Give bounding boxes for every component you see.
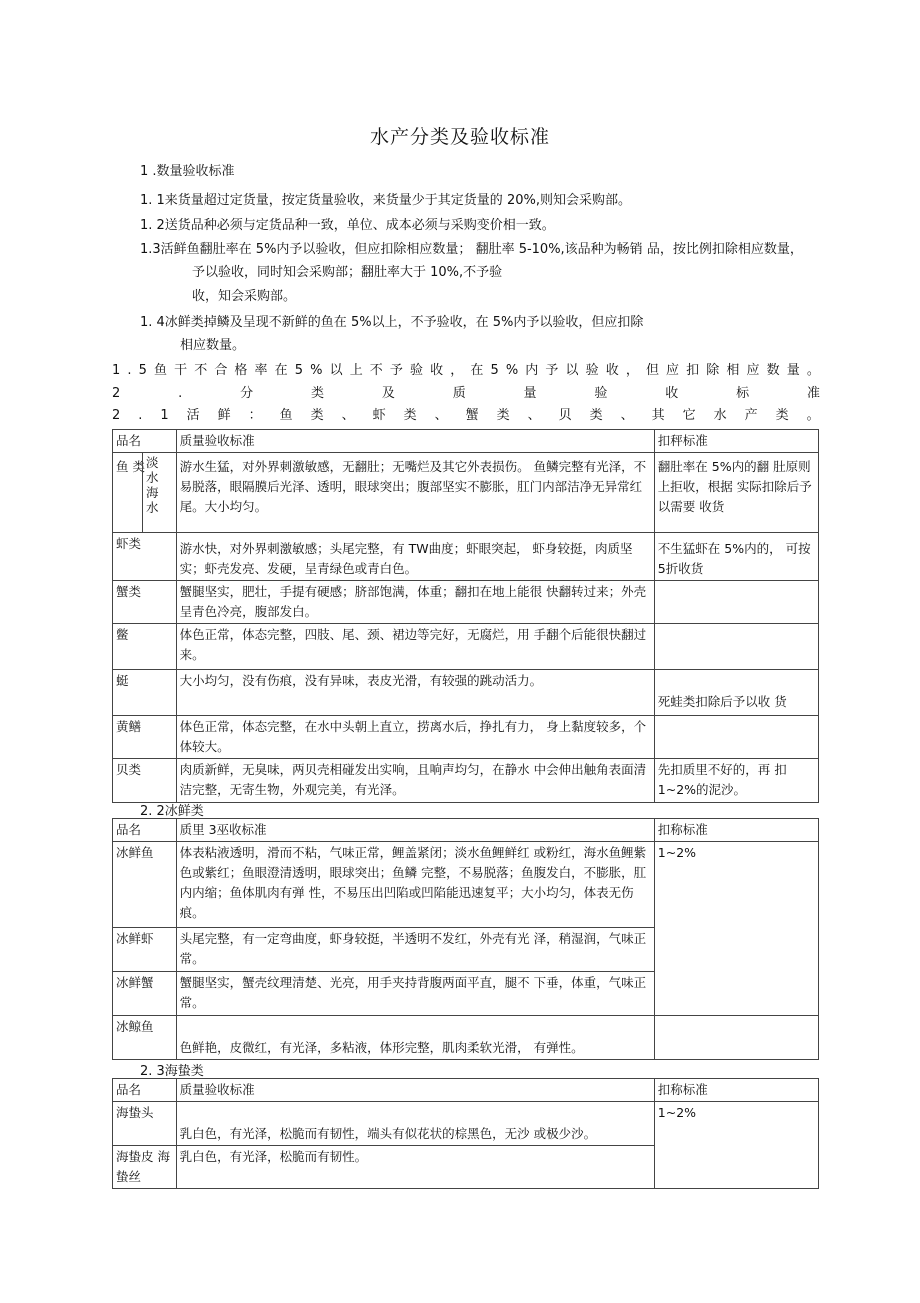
spread-char: . — [127, 363, 132, 378]
spread-char: 、 — [434, 408, 448, 423]
spread-char: 除 — [706, 363, 720, 378]
table-row — [113, 533, 819, 581]
spread-char: 应 — [746, 363, 760, 378]
eel-standard: 体色正常，体态完整，在水中头朝上直立，捞离水后，挣扎有力， 身上黏度较多，个体较大。 — [176, 716, 654, 759]
spread-char: 收 — [430, 363, 444, 378]
eel-deduction — [654, 716, 818, 759]
spread-char: 类 — [310, 386, 324, 401]
shrimp-name: 虾类 — [113, 533, 177, 581]
spread-char: 应 — [666, 363, 680, 378]
shrimp-standard: 游水快，对外界刺激敏感；头尾完整，有 TW曲度；虾眼突起， 虾身较挺，肉质坚实；虾壳发亮、发硬，呈青绿色或青白色。 — [176, 533, 654, 581]
spread-char: 收 — [605, 363, 619, 378]
header-deduction: 扣称标准 — [654, 819, 818, 842]
spread-char: 、 — [527, 408, 541, 423]
section-2-2-heading: 2. 2冰鲜类 — [140, 804, 204, 819]
spread-char: 格 — [234, 363, 248, 378]
frog-standard: 大小均匀，没有伤痕，没有异味，表皮光滑，有较强的跳动活力。 — [176, 670, 654, 716]
spread-char: 、 — [620, 408, 634, 423]
table-row — [113, 1102, 819, 1146]
chilled-crab-standard: 蟹腿坚实，蟹壳纹理清楚、光亮，用手夹持背腹两面平直，腿不 下垂，体重，气味正常。 — [176, 972, 654, 1016]
spread-char: 量 — [523, 386, 537, 401]
fish-name-cell — [113, 453, 177, 533]
spread-char: 类 — [775, 408, 789, 423]
crab-name: 蟹类 — [113, 581, 177, 624]
crab-standard: 蟹腿坚实，肥壮，手提有硬感；脐部饱满，体重；翻扣在地上能很 快翻转过来；外壳呈青色冷亮，腹部发白。 — [176, 581, 654, 624]
table-row — [113, 624, 819, 670]
fish-label: 鱼 类 — [116, 459, 145, 474]
fish-sub-label: 淡水海水 — [146, 455, 159, 515]
header-deduction: 扣秤标准 — [654, 430, 818, 453]
clause-1-3-line2: 予以验收，同时知会采购部；翻肚率大于 10%,不予验 — [192, 265, 503, 280]
spread-char: % — [505, 363, 519, 378]
page-title: 水产分类及验收标准 — [369, 126, 550, 148]
jellyfish-head-standard: 乳白色，有光泽，松脆而有韧性，端头有似花状的棕黑色，无沙 或极少沙。 — [176, 1102, 654, 1146]
spread-char: 收 — [665, 386, 679, 401]
spread-char: 验 — [585, 363, 599, 378]
spread-char: 2 — [112, 408, 121, 423]
spread-char: 质 — [452, 386, 466, 401]
clause-1-5 — [112, 362, 820, 380]
spread-char: 。 — [806, 408, 820, 423]
header-name: 品名 — [113, 819, 177, 842]
spread-char: 予 — [545, 363, 559, 378]
spread-char: ， — [450, 363, 464, 378]
jellyfish-skin-name: 海蛰皮 海蛰丝 — [113, 1146, 177, 1189]
spread-char: 类 — [589, 408, 603, 423]
table-row — [113, 581, 819, 624]
spread-char: 产 — [744, 408, 758, 423]
header-standard: 质量验收标准 — [176, 430, 654, 453]
spread-char: 上 — [349, 363, 363, 378]
chilled-squid-name: 冰鲸鱼 — [113, 1016, 177, 1060]
spread-char: 5 — [138, 363, 147, 378]
chilled-fish-standard: 体表粘液透明，滑而不粘，气味正常，鲤盖紧闭；淡水鱼鲤鲜红 或粉红，海水鱼鲤紫色或紫红；鱼眼澄清透明，眼球突出；鱼鳞 完整，不易脱落；鱼腹发白，不膨胀，肛内内缩；鱼体肌肉有弹 性，不易压出凹陷或凹陷能迅速复平；大小均匀，体表无伤痕。 — [176, 842, 654, 928]
spread-char: 量 — [786, 363, 800, 378]
spread-char: 验 — [410, 363, 424, 378]
clause-1-4-line1: 1. 4冰鲜类掉鳞及呈现不新鲜的鱼在 5%以上，不予验收，在 5%内予以验收，但应扣除 — [140, 315, 644, 330]
spread-char: 1 — [160, 408, 169, 423]
spread-char: 鲜 — [217, 408, 231, 423]
clause-1-2: 1. 2送货品种必须与定货品种一致，单位、成本必须与采购变价相一致。 — [140, 218, 555, 233]
clause-1-3-line1: 1.3活鲜鱼翻肚率在 5%内予以验收，但应扣除相应数量； 翻肚率 5-10%,该品种为畅销 品，按比例扣除相应数量， — [140, 242, 803, 257]
fish-deduction: 翻肚率在 5%内的翻 肚原则上拒收，根据 实际扣除后予以需要 收货 — [654, 453, 818, 533]
spread-char: % — [310, 363, 323, 378]
section-2-heading — [112, 385, 820, 403]
spread-char: . — [138, 408, 143, 423]
spread-char: ， — [625, 363, 639, 378]
spread-char: 鱼 — [153, 363, 167, 378]
jellyfish-skin-standard: 乳白色，有光泽，松脆而有韧性。 — [176, 1146, 654, 1189]
spread-char: 验 — [594, 386, 608, 401]
spread-char: 贝 — [558, 408, 572, 423]
spread-char: 5 — [294, 363, 304, 378]
table-row — [113, 842, 819, 928]
spread-char: 内 — [525, 363, 539, 378]
shellfish-deduction: 先扣质里不好的，再 扣 1~2%的泥沙。 — [654, 759, 818, 803]
header-standard: 质里 3巫收标准 — [176, 819, 654, 842]
spread-char: 类 — [403, 408, 417, 423]
spread-char: 鱼 — [279, 408, 293, 423]
spread-char: 1 — [112, 363, 121, 378]
spread-char: 以 — [565, 363, 579, 378]
spread-char: 2 — [112, 386, 121, 401]
section-2-3-heading: 2. 3海蛰类 — [140, 1064, 204, 1079]
spread-char: ： — [248, 408, 262, 423]
spread-char: 虾 — [372, 408, 386, 423]
spread-char: 活 — [186, 408, 200, 423]
table-row — [113, 453, 819, 533]
section-1-heading: 1 .数量验收标准 — [140, 164, 235, 179]
spread-char: 在 — [470, 363, 484, 378]
frog-deduction: 死蛙类扣除后予以收 货 — [654, 670, 818, 716]
spread-char: 、 — [341, 408, 355, 423]
eel-name: 黄鳝 — [113, 716, 177, 759]
spread-char: 相 — [726, 363, 740, 378]
spread-char: 标 — [736, 386, 750, 401]
jellyfish-table — [112, 1078, 819, 1189]
clause-1-3-line3: 收，知会采购部。 — [192, 289, 297, 304]
spread-char: 以 — [329, 363, 343, 378]
jellyfish-deduction: 1~2% — [654, 1102, 818, 1189]
spread-char: 数 — [766, 363, 780, 378]
spread-char: 但 — [645, 363, 659, 378]
clause-2-1 — [112, 407, 820, 425]
chilled-squid-standard: 色鲜艳，皮微红，有光泽，多粘液，体形完整，肌肉柔软光滑， 有弹性。 — [176, 1016, 654, 1060]
empty-cell — [654, 1016, 818, 1060]
shrimp-deduction: 不生猛虾在 5%内的， 可按 5折收货 — [654, 533, 818, 581]
chilled-deduction: 1~2% — [654, 842, 818, 1016]
spread-char: 在 — [274, 363, 288, 378]
shellfish-standard: 肉质新鲜，无臭味，两贝壳相碰发出实响，且响声均匀，在静水 中会伸出触角表面清洁完整，无寄生物，外观完美，有光泽。 — [176, 759, 654, 803]
chilled-shrimp-name: 冰鲜虾 — [113, 928, 177, 972]
header-deduction: 扣称标准 — [654, 1079, 818, 1102]
spread-char: 及 — [381, 386, 395, 401]
table-row — [113, 759, 819, 803]
table-row — [113, 670, 819, 716]
spread-char: 类 — [496, 408, 510, 423]
spread-char: 准 — [806, 386, 820, 401]
spread-char: 率 — [254, 363, 268, 378]
live-seafood-table — [112, 429, 819, 803]
spread-char: 予 — [389, 363, 403, 378]
spread-char: 不 — [194, 363, 208, 378]
fish-standard: 游水生猛，对外界刺激敏感，无翻肚；无嘴烂及其它外表损伤。 鱼鳞完整有光泽，不易脱落，眼隔膜后光泽、透明，眼球突出；腹部坚实不膨胀，肛门内部洁净无异常红尾。大小均匀。 — [176, 453, 654, 533]
header-name: 品名 — [113, 1079, 177, 1102]
spread-char: 水 — [713, 408, 727, 423]
jellyfish-head-name: 海蛰头 — [113, 1102, 177, 1146]
header-name: 品名 — [113, 430, 177, 453]
chilled-seafood-table — [112, 818, 819, 1060]
shellfish-name: 贝类 — [113, 759, 177, 803]
turtle-name: 鳖 — [113, 624, 177, 670]
crab-deduction — [654, 581, 818, 624]
chilled-crab-name: 冰鲜蟹 — [113, 972, 177, 1016]
spread-char: 。 — [806, 363, 820, 378]
spread-char: 其 — [651, 408, 665, 423]
spread-char: 5 — [490, 363, 499, 378]
spread-char: 合 — [214, 363, 228, 378]
header-standard: 质量验收标准 — [176, 1079, 654, 1102]
table-row — [113, 1016, 819, 1060]
spread-char: 蟹 — [465, 408, 479, 423]
spread-char: 干 — [174, 363, 188, 378]
table-row — [113, 716, 819, 759]
spread-char: 扣 — [686, 363, 700, 378]
spread-char: 类 — [310, 408, 324, 423]
clause-1-4-line2: 相应数量。 — [180, 338, 246, 353]
frog-name: 蜓 — [113, 670, 177, 716]
spread-char: . — [178, 386, 183, 401]
chilled-shrimp-standard: 头尾完整，有一定弯曲度，虾身较挺，半透明不发红，外壳有光 泽，稍湿润，气味正常。 — [176, 928, 654, 972]
spread-char: 分 — [240, 386, 254, 401]
clause-1-1: 1. 1来货量超过定货量，按定货量验收，来货量少于其定货量的 20%,则知会采购部。 — [140, 193, 631, 208]
spread-char: 不 — [369, 363, 383, 378]
spread-char: 它 — [682, 408, 696, 423]
divider — [142, 453, 143, 532]
chilled-fish-name: 冰鲜鱼 — [113, 842, 177, 928]
turtle-standard: 体色正常，体态完整，四肢、尾、颈、裙边等完好，无腐烂，用 手翻个后能很快翻过来。 — [176, 624, 654, 670]
turtle-deduction — [654, 624, 818, 670]
